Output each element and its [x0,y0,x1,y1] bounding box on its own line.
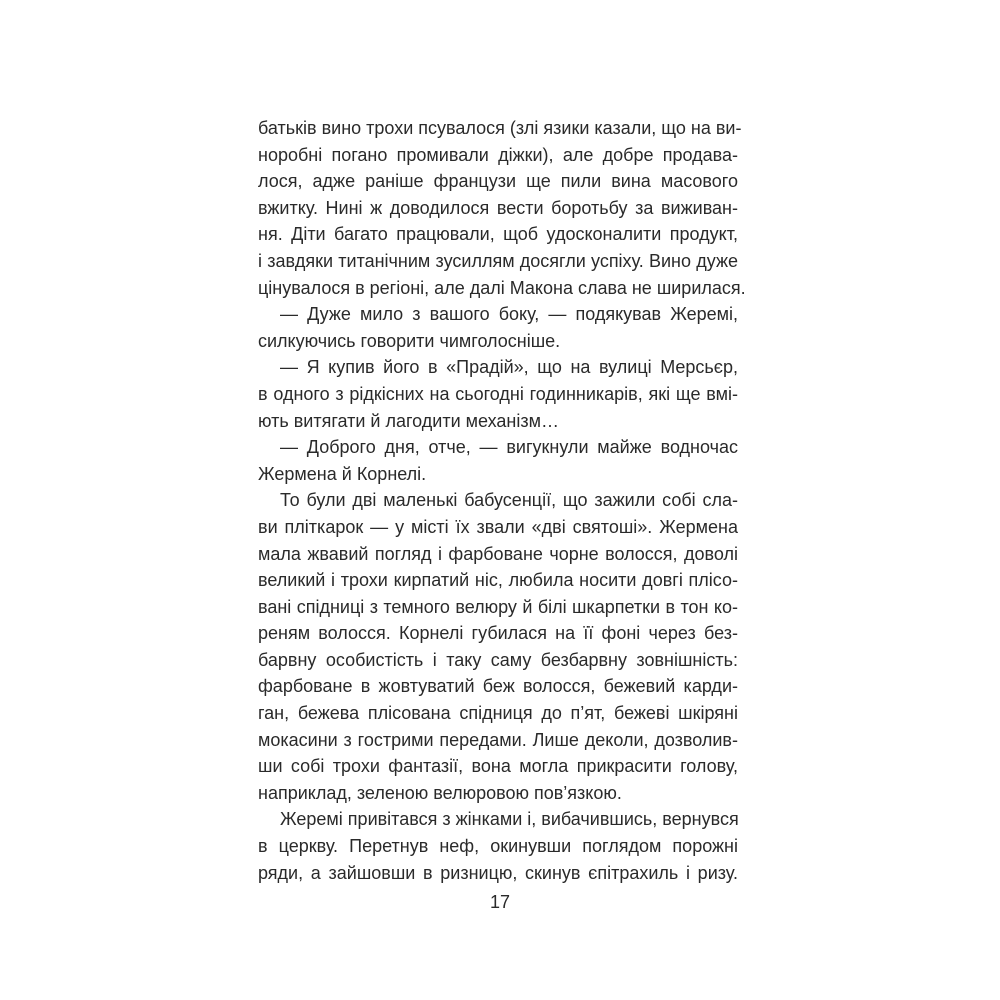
text-line: цінувалося в регіоні, але далі Макона слава не ширилася. [258,277,746,298]
text-line: Жермена й Корнелі. [258,463,427,484]
text-line: То були дві маленькі бабусенції, що зажили собі сла- [280,490,738,511]
text-line: ши собі трохи фантазії, вона могла прикрасити голову, [258,756,738,777]
text-line: барвну особистість і таку саму безбарвну зовнішність: [258,649,738,670]
text-line: — Доброго дня, отче, — вигукнули майже водночас [280,437,738,458]
text-line: фарбоване в жовтуватий беж волосся, бежевий карди- [258,676,738,697]
text-line: Жеремі привітався з жінками і, вибачившись, вернувся [280,809,739,830]
text-line: — Дуже мило з вашого боку, — подякував Жеремі, [280,304,738,325]
text-line: вжитку. Нині ж доводилося вести боротьбу за виживан- [258,197,738,218]
text-line: ня. Діти багато працювали, щоб удосконалити продукт, [258,224,738,245]
text-line: великий і трохи кирпатий ніс, любила носити довгі плісо- [258,570,738,591]
text-line: і завдяки титанічним зусиллям досягли успіху. Вино дуже [258,250,738,271]
text-line: батьків вино трохи псувалося (злі язики казали, що на ви- [258,118,742,138]
text-line: в одного з рідкісних на сьогодні годинникарів, які ще вмі- [258,383,738,404]
text-line: реням волосся. Корнелі губилася на її фоні через без- [258,623,738,644]
page-number: 17 [489,892,511,912]
text-line: силкуючись говорити чимголосніше. [258,330,561,351]
text-line: — Я купив його в «Прадій», що на вулиці Мерсьєр, [280,357,738,378]
text-line: вані спідниці з темного велюру й білі шкарпетки в тон ко- [258,596,738,617]
text-line: наприклад, зеленою велюровою пов’язкою. [258,782,622,803]
text-line: лося, адже раніше французи ще пили вина масового [258,171,738,192]
text-line: в церкву. Перетнув неф, окинувши поглядом порожні [258,836,738,857]
text-line: ряди, а зайшовши в ризницю, скинув єпітрахиль і ризу. [258,862,738,883]
body-text [258,115,746,886]
text-line: ви пліткарок — у місті їх звали «дві святоші». Жермена [258,516,738,537]
text-line: мала жвавий погляд і фарбоване чорне волосся, доволі [258,543,738,564]
text-line: мокасини з гострими передами. Лише деколи, дозволив- [258,729,738,750]
text-line: ють витягати й лагодити механізм… [258,410,559,431]
text-line: ган, бежева плісована спідниця до п’ят, бежеві шкіряні [258,703,738,724]
text-line: норобні погано промивали діжки), але добре продава- [258,144,738,165]
